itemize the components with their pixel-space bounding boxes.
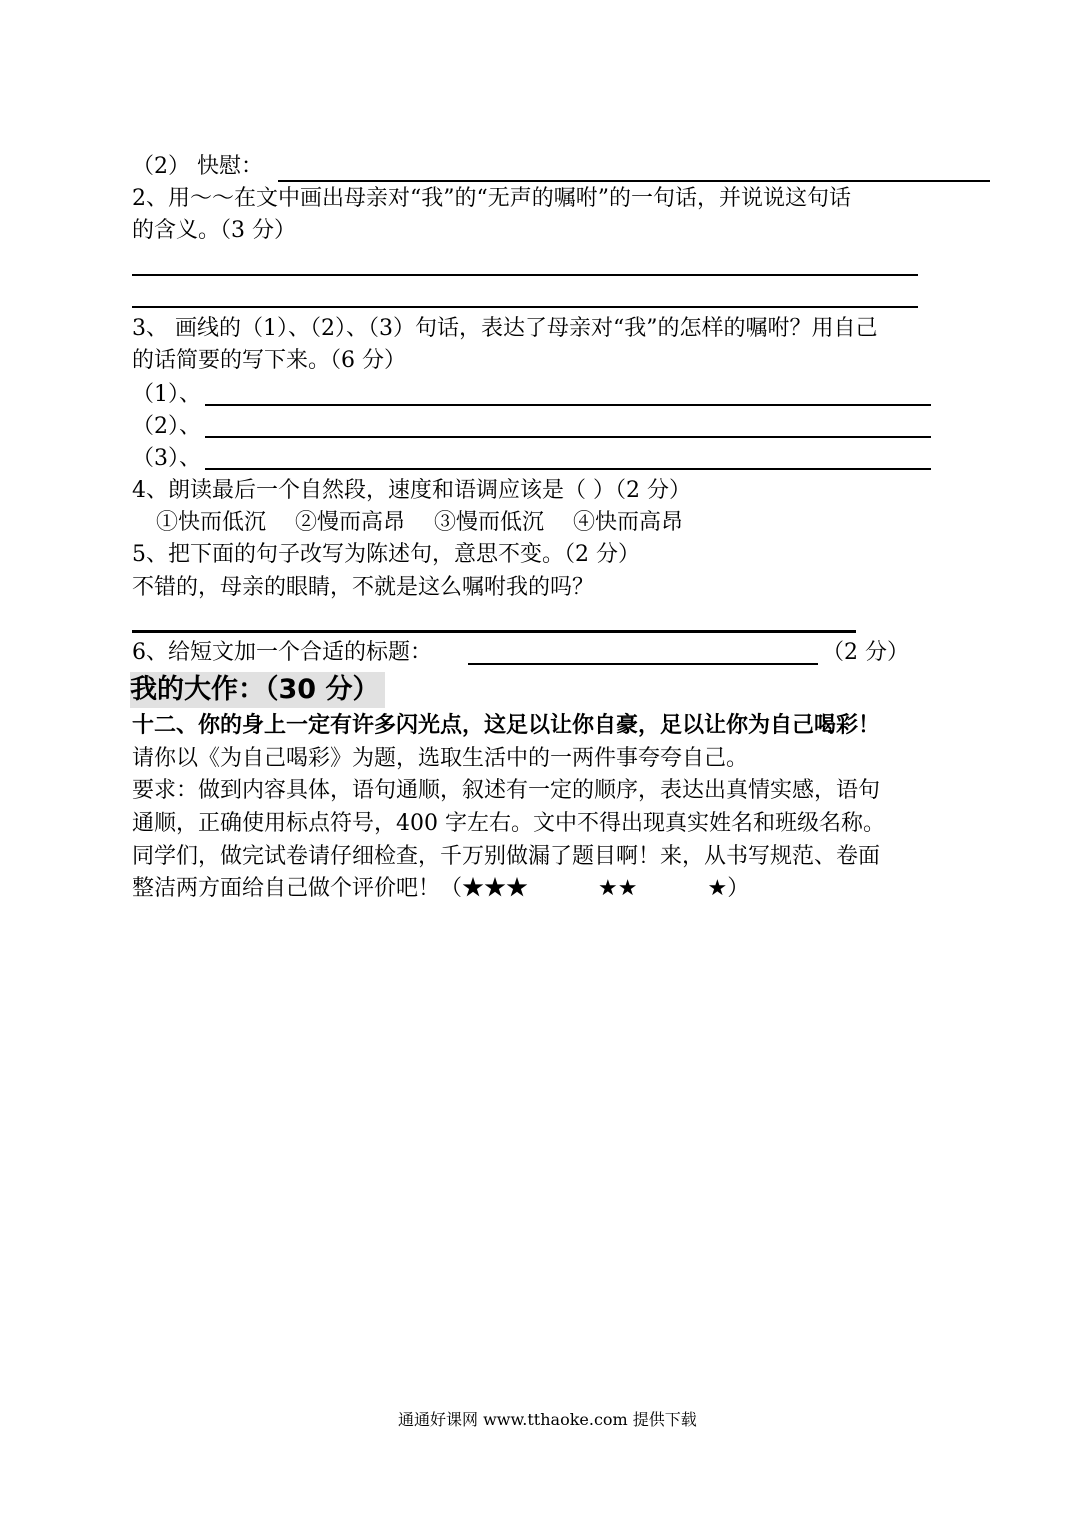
q4-option-b[interactable]: ②慢而高昂: [295, 510, 406, 535]
q6-score: （2 分）: [822, 640, 909, 665]
composition-heading: 我的大作：（30 分）: [130, 672, 385, 708]
q12-requirements-line2: 通顺，正确使用标点符号，400 字左右。文中不得出现真实姓名和班级名称。: [132, 811, 885, 836]
q12-prompt: 请你以《为自己喝彩》为题，选取生活中的一两件事夸夸自己。: [132, 746, 749, 771]
q4-option-d[interactable]: ④快而高昂: [573, 510, 684, 535]
q3-item2-label: （2）、: [132, 414, 201, 439]
q12-title: 十二、你的身上一定有许多闪光点，这足以让你自豪，足以让你为自己喝彩！: [132, 712, 881, 738]
q4-options: [156, 508, 705, 538]
q3-text-line2: 的话简要的写下来。（6 分）: [132, 348, 406, 373]
q2-text-line2: 的含义。（3 分）: [132, 218, 296, 243]
q2-answer-line-1[interactable]: [132, 274, 918, 276]
q6-label: 6、给短文加一个合适的标题：: [132, 640, 432, 665]
q3-item3-label: （3）、: [132, 446, 201, 471]
rating-one-star[interactable]: ★）: [707, 876, 750, 901]
q3-item1-label: （1）、: [132, 382, 201, 407]
footer-source: 通通好课网 www.tthaoke.com 提供下载: [398, 1410, 697, 1429]
q4-option-a[interactable]: ①快而低沉: [156, 510, 267, 535]
q3-item1-answer-line[interactable]: [205, 404, 931, 406]
closing-line2: [132, 874, 749, 904]
q1-item2-answer-line[interactable]: [278, 180, 990, 182]
q2-text-line1: 2、用～～在文中画出母亲对“我”的“无声的嘱咐”的一句话，并说说这句话: [132, 186, 851, 211]
q12-requirements-line1: 要求：做到内容具体，语句通顺，叙述有一定的顺序，表达出真情实感，语句: [132, 778, 881, 803]
q3-text-line1: 3、 画线的（1）、（2）、（3）句话，表达了母亲对“我”的怎样的嘱咐？用自己: [132, 316, 878, 341]
q2-answer-line-2[interactable]: [132, 306, 918, 308]
q5-text-line1: 5、把下面的句子改写为陈述句，意思不变。（2 分）: [132, 542, 640, 567]
closing-line2-text: 整洁两方面给自己做个评价吧！（★★★: [132, 876, 529, 901]
q5-answer-line[interactable]: [132, 630, 856, 633]
q3-item3-answer-line[interactable]: [205, 468, 931, 470]
q3-item2-answer-line[interactable]: [205, 436, 931, 438]
q4-option-c[interactable]: ③慢而低沉: [434, 510, 545, 535]
q4-text: 4、朗读最后一个自然段，速度和语调应该是（ ）（2 分）: [132, 478, 691, 503]
rating-two-stars[interactable]: ★★: [598, 876, 638, 901]
q6-answer-line[interactable]: [468, 663, 818, 665]
q1-item2-label: （2） 快慰：: [132, 154, 263, 179]
q5-text-line2: 不错的，母亲的眼睛，不就是这么嘱咐我的吗？: [132, 575, 595, 600]
closing-line1: 同学们，做完试卷请仔细检查，千万别做漏了题目啊！来，从书写规范、卷面: [132, 844, 881, 869]
